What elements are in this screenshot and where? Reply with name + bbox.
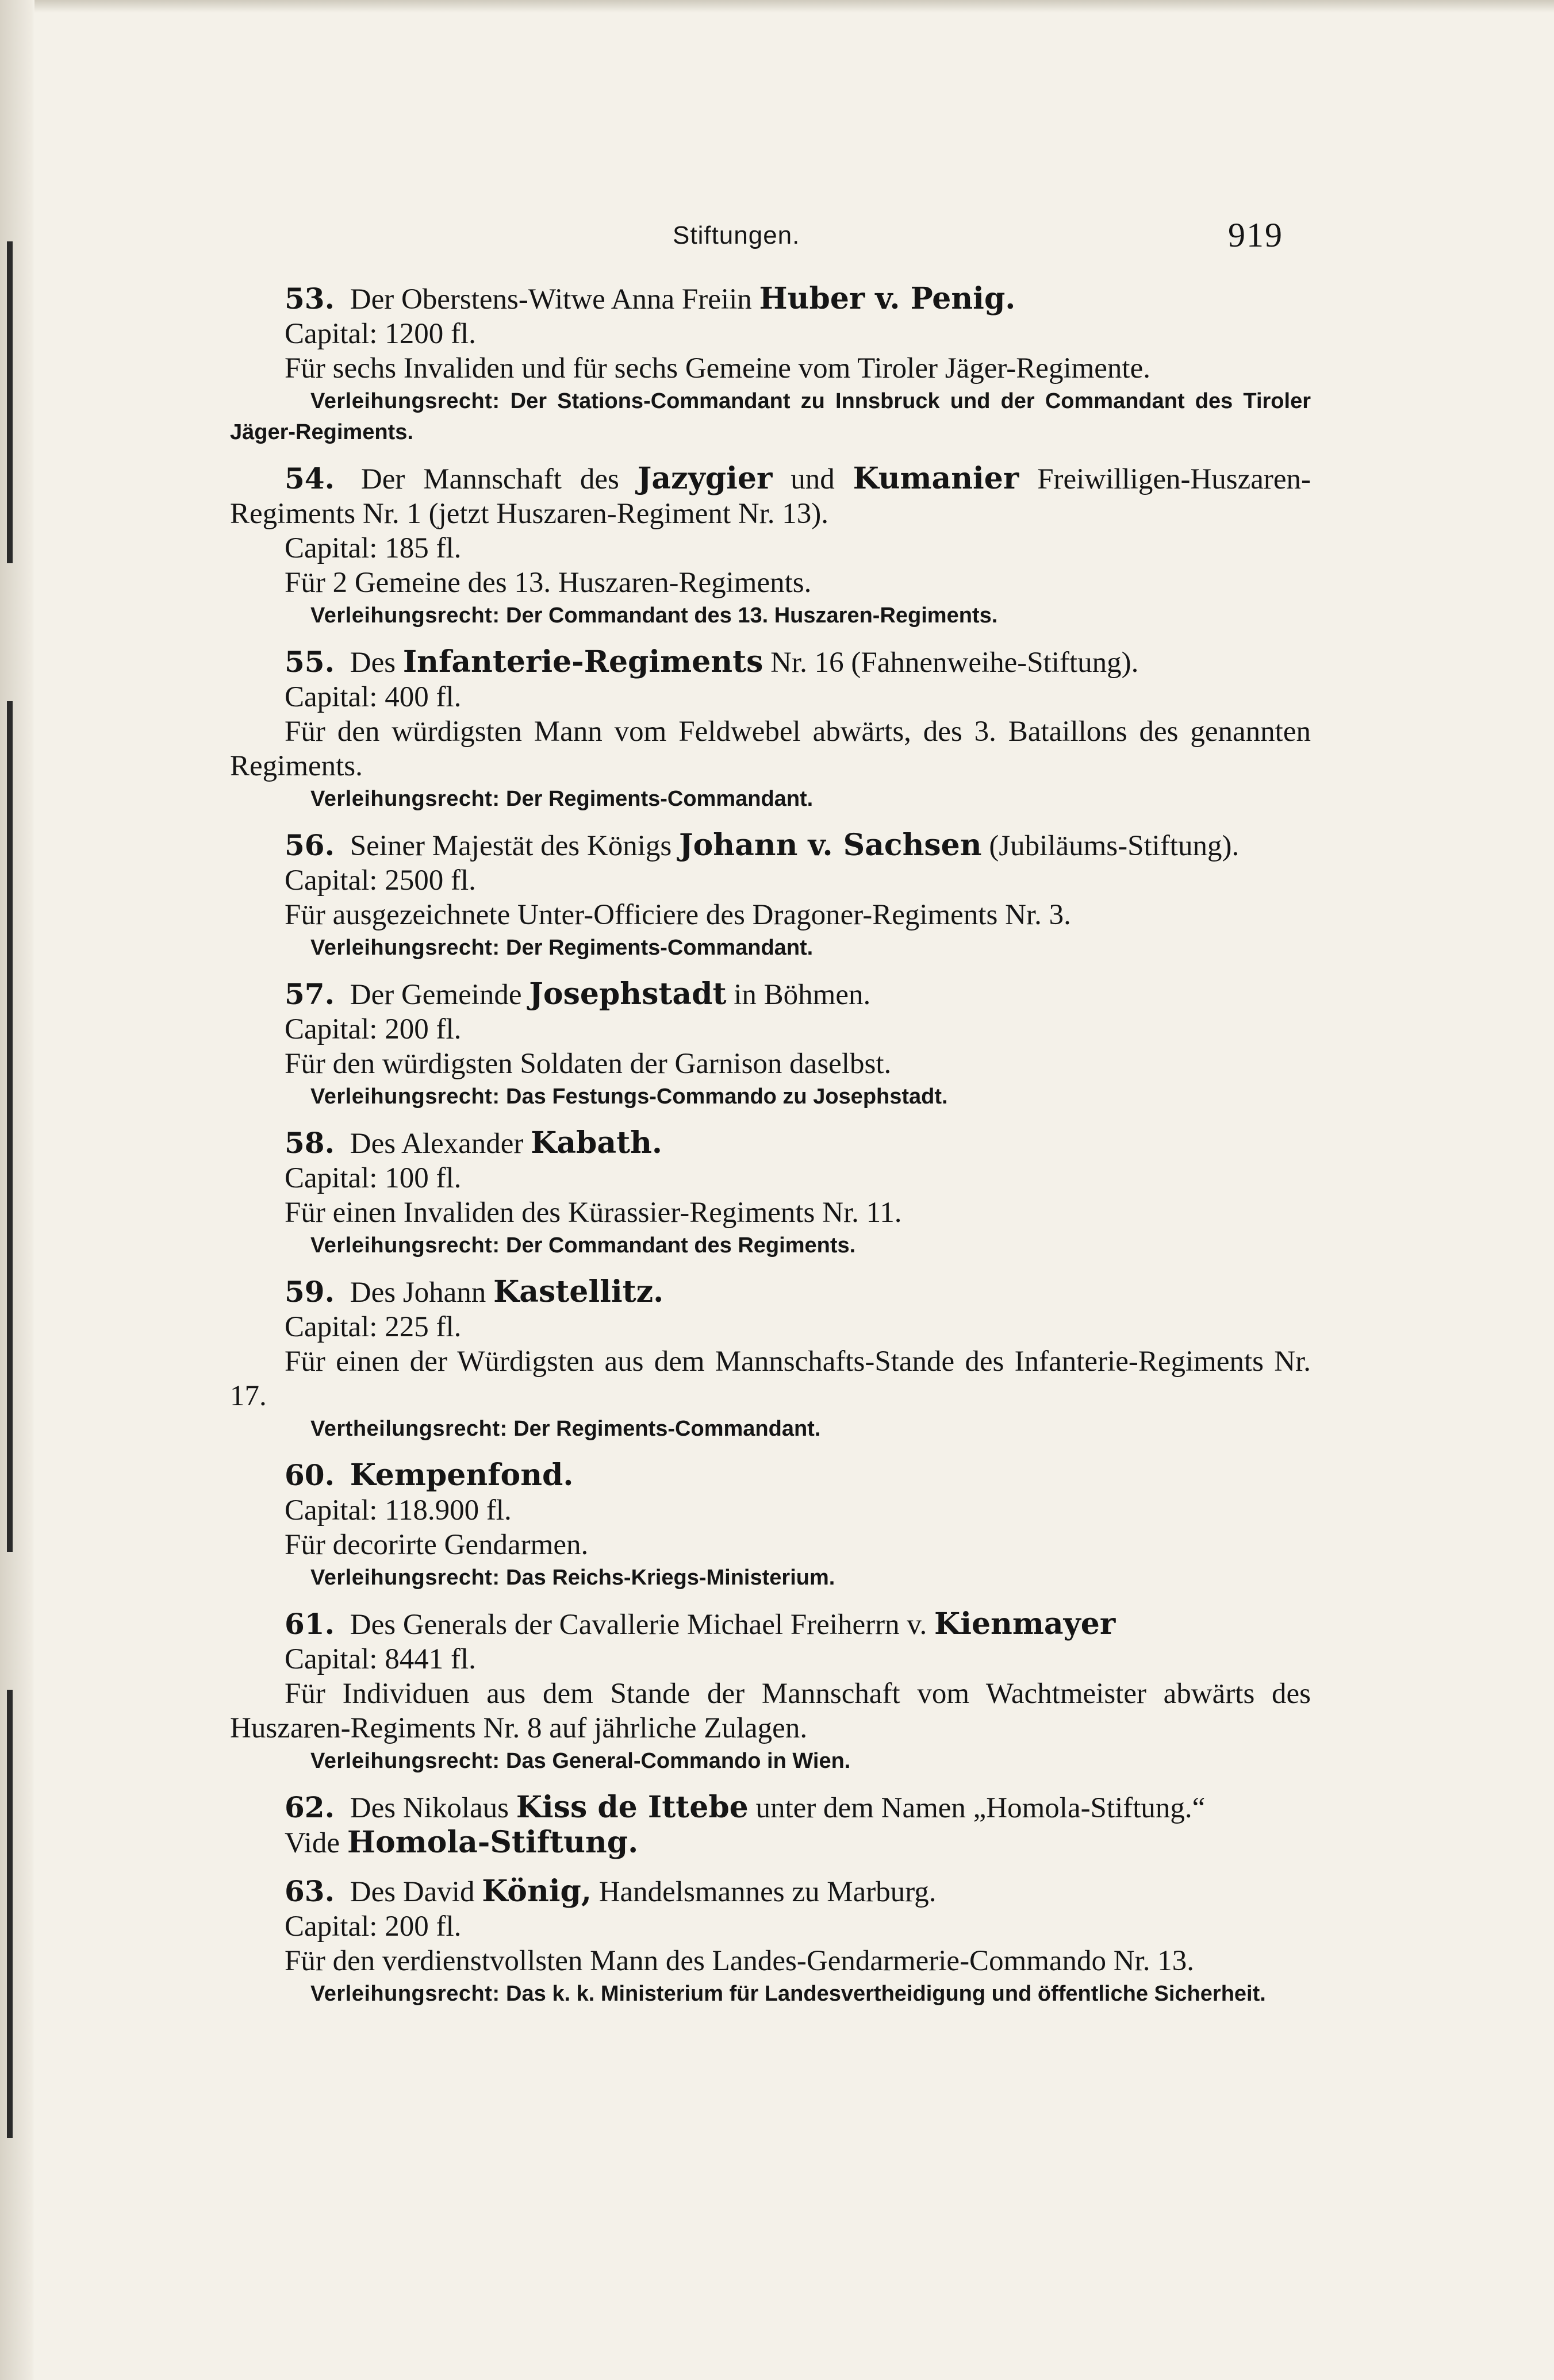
page-title: Stiftungen. <box>673 221 800 249</box>
rights-text: Der Stations-Commandant zu Innsbruck und der Commandant des Tiroler Jäger-Regiments. <box>230 389 1311 444</box>
entry-rights <box>230 783 1311 814</box>
vide-target: Homola-Stiftung. <box>347 1825 639 1860</box>
founder-name: Kastellitz. <box>493 1274 664 1309</box>
entry-rights <box>230 1413 1311 1444</box>
rights-text: Der Commandant des Regiments. <box>506 1233 856 1258</box>
entry-lead: Der Gemeinde <box>350 979 522 1011</box>
founder-name: Huber v. Penig. <box>759 281 1016 316</box>
entry-heading <box>230 1458 1311 1493</box>
entry-heading <box>230 1790 1311 1825</box>
running-head <box>230 216 1311 267</box>
binding-mark <box>7 701 13 1552</box>
rights-text: Das k. k. Ministerium für Landesvertheidigung und öffentliche Sicherheit. <box>506 1982 1266 2006</box>
entry-rights <box>230 386 1311 448</box>
entry-capital: Capital: 1200 fl. <box>285 318 476 350</box>
foundation-entry-60 <box>230 1458 1311 1593</box>
entry-capital: Capital: 2500 fl. <box>285 864 476 897</box>
entry-heading <box>230 462 1311 531</box>
rights-text: Der Regiments-Commandant. <box>506 936 814 960</box>
entry-rights <box>230 1230 1311 1261</box>
founder-name: König, <box>482 1874 592 1909</box>
entry-capital: Capital: 200 fl. <box>285 1013 462 1045</box>
entry-heading <box>230 828 1311 863</box>
entry-number: 61. <box>285 1607 335 1641</box>
rights-label: Verleihungsrecht: <box>310 936 500 960</box>
entry-lead: Der Oberstens-Witwe Anna Freiin <box>350 283 752 316</box>
entry-purpose: Für einen Invaliden des Kürassier-Regiments Nr. 11. <box>285 1197 902 1229</box>
entry-tail: in Böhmen. <box>734 979 871 1011</box>
rights-label: Verleihungsrecht: <box>310 603 500 628</box>
entry-number: 60. <box>285 1458 335 1492</box>
rights-text: Das Reichs-Kriegs-Ministerium. <box>506 1566 835 1590</box>
entry-tail: unter dem Namen „Homola-Stiftung.“ <box>755 1792 1206 1824</box>
foundation-entry-59 <box>230 1275 1311 1444</box>
foundation-entry-62 <box>230 1790 1311 1860</box>
founder-name: Kabath. <box>531 1125 663 1160</box>
entry-number: 56. <box>285 828 335 862</box>
rights-label: Verleihungsrecht: <box>310 1233 500 1258</box>
entry-heading <box>230 1874 1311 1909</box>
scan-left-edge <box>0 0 34 2380</box>
entry-purpose: Für den würdigsten Mann vom Feldwebel abwärts, des 3. Bataillons des genannten Regiments. <box>230 716 1311 782</box>
entry-rights <box>230 932 1311 963</box>
entry-capital: Capital: 225 fl. <box>285 1311 462 1343</box>
entry-number: 54. <box>285 462 335 495</box>
founder-name: Kiss de Ittebe <box>516 1790 749 1825</box>
entry-number: 57. <box>285 977 335 1011</box>
entry-number: 59. <box>285 1275 335 1309</box>
foundation-entry-63 <box>230 1874 1311 2009</box>
rights-label: Verleihungsrecht: <box>310 1982 500 2006</box>
founder-name: Kienmayer <box>934 1606 1116 1641</box>
foundation-entry-58 <box>230 1126 1311 1261</box>
rights-label: Verleihungsrecht: <box>310 1085 500 1109</box>
entry-heading <box>230 282 1311 317</box>
rights-label: Verleihungsrecht: <box>310 1566 500 1590</box>
entry-purpose: Für den verdienstvollsten Mann des Landes-Gendarmerie-Commando Nr. 13. <box>285 1945 1195 1977</box>
entry-lead: Der Mannschaft des <box>360 463 619 495</box>
foundation-entry-57 <box>230 977 1311 1112</box>
entry-purpose: Für sechs Invaliden und für sechs Gemeine vom Tiroler Jäger-Regimente. <box>285 352 1150 385</box>
founder-name: Infanterie-Regiments <box>402 644 763 679</box>
foundation-entry-54 <box>230 462 1311 631</box>
entry-capital: Capital: 100 fl. <box>285 1162 462 1194</box>
entry-rights <box>230 1978 1311 2009</box>
entry-number: 63. <box>285 1874 335 1908</box>
foundation-entry-56 <box>230 828 1311 963</box>
entry-purpose: Für 2 Gemeine des 13. Huszaren-Regiments. <box>285 567 812 599</box>
rights-text: Das Festungs-Commando zu Josephstadt. <box>506 1085 948 1109</box>
foundation-entry-61 <box>230 1607 1311 1777</box>
entry-tail: Handelsmannes zu Marburg. <box>598 1876 937 1908</box>
foundation-entry-55 <box>230 645 1311 814</box>
foundation-entry-53 <box>230 282 1311 448</box>
founder-name: Josephstadt <box>529 976 727 1012</box>
entry-number: 55. <box>285 645 335 679</box>
entry-lead: Des <box>350 647 396 679</box>
entry-capital: Capital: 400 fl. <box>285 681 462 713</box>
entry-purpose: Für ausgezeichnete Unter-Officiere des Dragoner-Regiments Nr. 3. <box>285 899 1071 931</box>
entry-lead: Seiner Majestät des Königs <box>350 830 672 862</box>
entry-lead: Des Alexander <box>350 1128 524 1160</box>
entry-rights <box>230 1745 1311 1777</box>
entry-number: 58. <box>285 1126 335 1160</box>
entry-lead: Des David <box>350 1876 475 1908</box>
entry-rights <box>230 600 1311 631</box>
entry-heading <box>230 1275 1311 1310</box>
founder-name: Kempenfond. <box>350 1458 574 1493</box>
entry-tail: Freiwilligen-Huszaren-Regiments Nr. 1 (jetzt Huszaren-Regiment Nr. 13). <box>230 463 1311 530</box>
rights-label: Verleihungsrecht: <box>310 389 500 413</box>
entry-purpose: Für Individuen aus dem Stande der Mannschaft vom Wachtmeister abwärts des Huszaren-Regiments Nr. 8 auf jährliche Zulagen. <box>230 1678 1311 1744</box>
binding-mark <box>7 1690 13 2138</box>
vide-label: Vide <box>285 1827 340 1859</box>
entry-purpose: Für den würdigsten Soldaten der Garnison daselbst. <box>285 1048 892 1080</box>
entry-tail: Nr. 16 (Fahnenweihe-Stiftung). <box>770 647 1139 679</box>
entry-lead: Des Nikolaus <box>350 1792 509 1824</box>
founder-name-2: Kumanier <box>853 461 1019 496</box>
rights-label: Verleihungsrecht: <box>310 787 500 811</box>
rights-label: Vertheilungsrecht: <box>310 1417 508 1441</box>
entry-capital: Capital: 200 fl. <box>285 1910 462 1943</box>
entry-capital: Capital: 185 fl. <box>285 532 462 564</box>
entry-rights <box>230 1081 1311 1112</box>
entry-purpose: Für decorirte Gendarmen. <box>285 1529 589 1561</box>
entry-tail: (Jubiläums-Stiftung). <box>989 830 1240 862</box>
page-number: 919 <box>1228 216 1283 254</box>
entry-capital: Capital: 118.900 fl. <box>285 1494 512 1527</box>
entry-lead: Des Generals der Cavallerie Michael Freiherrn v. <box>350 1609 927 1641</box>
rights-text: Der Commandant des 13. Huszaren-Regiments. <box>506 603 998 628</box>
rights-label: Verleihungsrecht: <box>310 1749 500 1773</box>
entry-lead: Des Johann <box>350 1276 486 1309</box>
entry-mid: und <box>791 463 835 495</box>
entry-heading <box>230 645 1311 680</box>
rights-text: Der Regiments-Commandant. <box>513 1417 821 1441</box>
rights-text: Das General-Commando in Wien. <box>506 1749 851 1773</box>
entry-number: 62. <box>285 1790 335 1824</box>
entry-purpose: Für einen der Würdigsten aus dem Mannschafts-Stande des Infanterie-Regiments Nr. 17. <box>230 1345 1311 1412</box>
binding-mark <box>7 241 13 563</box>
founder-name: Jazygier <box>637 461 773 496</box>
foundation-list <box>230 282 1311 2023</box>
entry-capital: Capital: 8441 fl. <box>285 1643 476 1675</box>
book-page <box>230 0 1311 2380</box>
entry-heading <box>230 977 1311 1012</box>
entry-cross-reference <box>230 1825 1311 1860</box>
entry-rights <box>230 1562 1311 1593</box>
rights-text: Der Regiments-Commandant. <box>506 787 814 811</box>
entry-number: 53. <box>285 282 335 316</box>
entry-heading <box>230 1607 1311 1642</box>
founder-name: Johann v. Sachsen <box>678 828 982 863</box>
entry-heading <box>230 1126 1311 1161</box>
